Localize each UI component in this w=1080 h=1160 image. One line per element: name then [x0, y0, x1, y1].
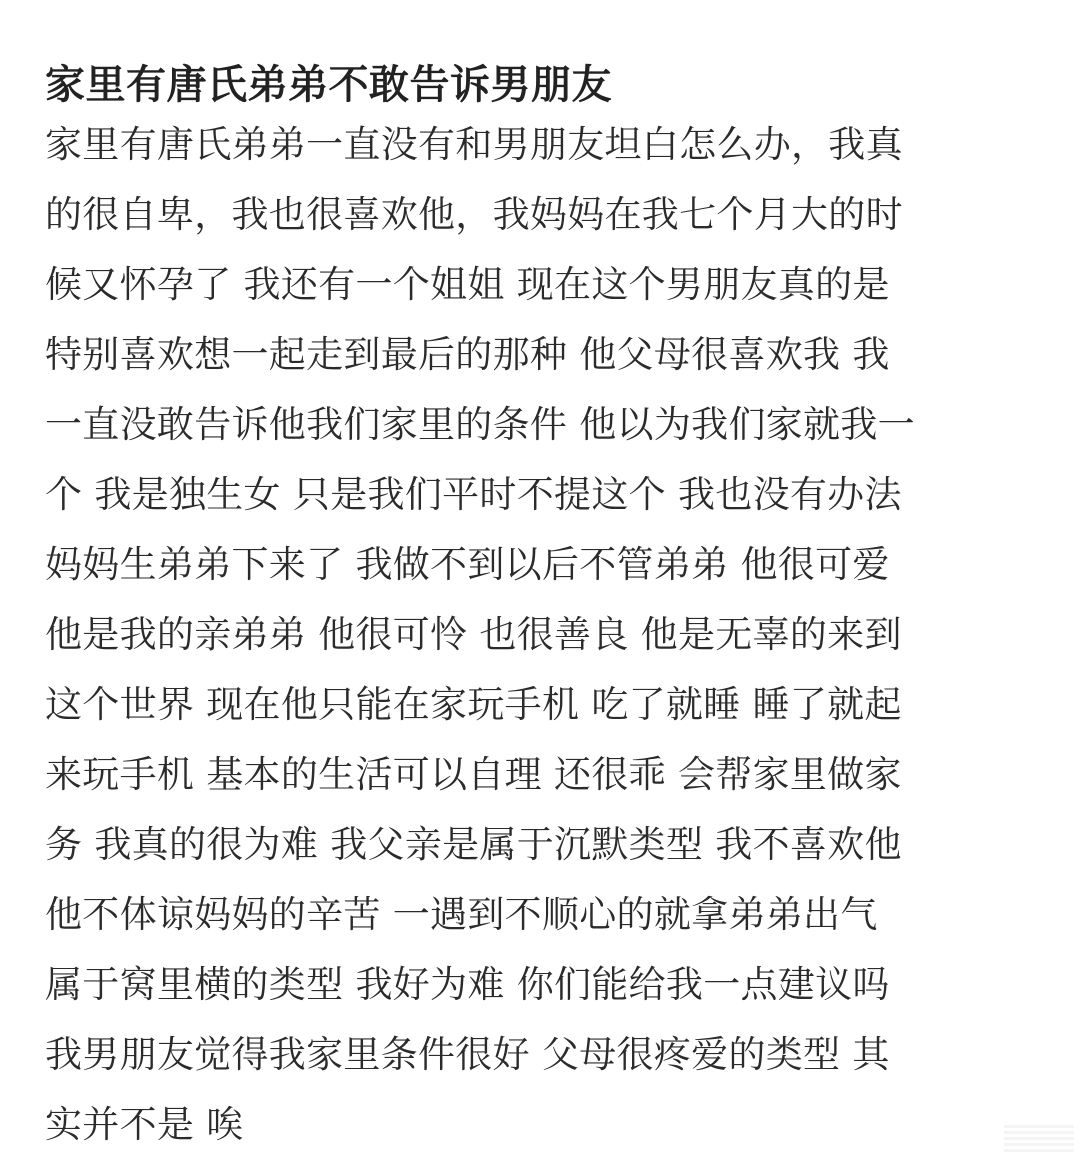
post-body-line: 候又怀孕了 我还有一个姐姐 现在这个男朋友真的是	[45, 263, 890, 306]
post-body-line: 来玩手机 基本的生活可以自理 还很乖 会帮家里做家	[45, 753, 902, 796]
post-body-line: 他是我的亲弟弟 他很可怜 也很善良 他是无辜的来到	[45, 613, 902, 656]
post-body-line: 个 我是独生女 只是我们平时不提这个 我也没有办法	[45, 473, 902, 516]
post-body-line: 属于窝里横的类型 我好为难 你们能给我一点建议吗	[45, 963, 890, 1006]
post-body-line: 务 我真的很为难 我父亲是属于沉默类型 我不喜欢他	[45, 823, 902, 866]
post-body-line: 特别喜欢想一起走到最后的那种 他父母很喜欢我 我	[45, 333, 890, 376]
post-body-line: 实并不是 唉	[45, 1103, 244, 1146]
post-body-line: 的很自卑，我也很喜欢他，我妈妈在我七个月大的时	[45, 193, 903, 236]
post-body-line: 家里有唐氏弟弟一直没有和男朋友坦白怎么办，我真	[45, 123, 903, 166]
watermark	[1004, 1125, 1074, 1155]
post-body-line: 这个世界 现在他只能在家玩手机 吃了就睡 睡了就起	[45, 683, 902, 726]
post-body-line: 他不体谅妈妈的辛苦 一遇到不顺心的就拿弟弟出气	[45, 893, 878, 936]
post-body-line: 我男朋友觉得我家里条件很好 父母很疼爱的类型 其	[45, 1033, 890, 1076]
post-body-line: 妈妈生弟弟下来了 我做不到以后不管弟弟 他很可爱	[45, 543, 890, 586]
post-title: 家里有唐氏弟弟不敢告诉男朋友	[45, 61, 612, 108]
post-body	[45, 110, 1045, 1160]
post-body-line: 一直没敢告诉他我们家里的条件 他以为我们家就我一	[45, 403, 915, 446]
